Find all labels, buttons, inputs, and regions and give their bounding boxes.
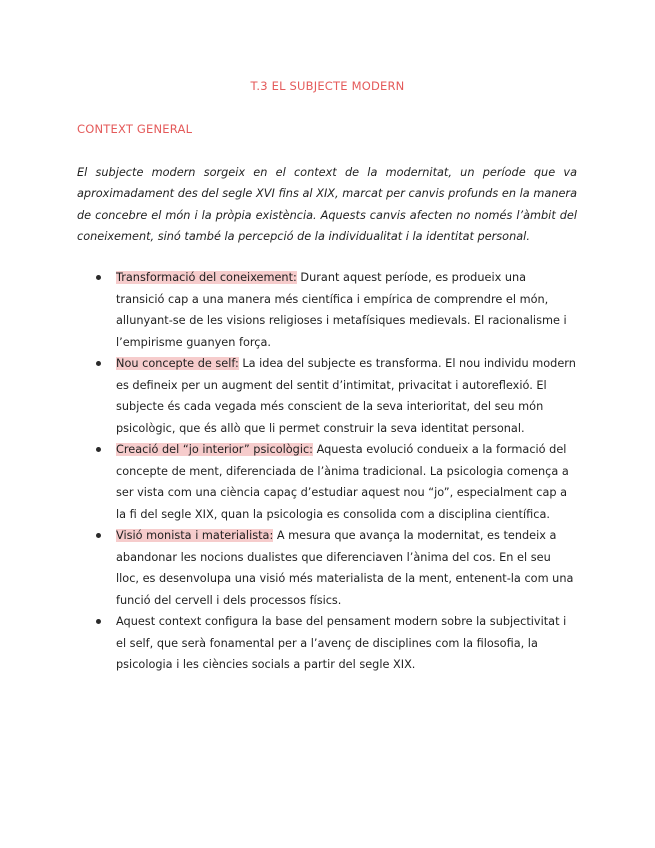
list-item-text: Aquest context configura la base del pensament modern sobre la subjectivitat i el self, que serà fonamental per a l’avenç de disciplines com la filosofia, la psicologia i les ciències socials a partir del segle XIX. [116, 615, 567, 671]
bullet-icon [96, 275, 101, 280]
page-title: T.3 EL SUBJECTE MODERN [250, 79, 405, 93]
intro-paragraph: El subjecte modern sorgeix en el context de la modernitat, un període que va aproximadament des del segle XVI fins al XIX, marcat per canvis profunds en la manera de concebre el món i la pròpia existència. Aquests canvis afecten no només l’àmbit del coneixement, sinó també la percepció de la individualitat i la identitat personal. [77, 166, 577, 243]
bullet-icon [96, 361, 101, 366]
highlighted-term: Visió monista i materialista: [116, 529, 274, 542]
bullet-icon [96, 619, 101, 624]
list-item [77, 439, 577, 525]
list-item-text: A mesura que avança la modernitat, es tendeix a abandonar les nocions dualistes que diferenciaven l’ànima del cos. En el seu lloc, es desenvolupa una visió més materialista de la ment, entenent-la com una funció del cervell i dels processos físics. [116, 529, 574, 607]
highlighted-term: Transformació del coneixement: [116, 271, 297, 284]
list-item-text: La idea del subjecte es transforma. El nou individu modern es defineix per un augment del sentit d’intimitat, privacitat i autoreflexió. El subjecte és cada vegada més conscient de la seva interioritat, del seu món psicològic, que és allò que li permet construir la seva identitat personal. [116, 357, 576, 435]
list-item-text: Durant aquest període, es produeix una transició cap a una manera més científica i empírica de comprendre el món, allunyant-se de les visions religioses i metafísiques medievals. El racionalisme i l’empirisme guanyen força. [116, 271, 567, 349]
highlighted-term: Nou concepte de self: [116, 357, 239, 370]
list-item [77, 525, 577, 611]
highlighted-term: Creació del “jo interior” psicològic: [116, 443, 313, 456]
bullet-icon [96, 447, 101, 452]
list-item [77, 267, 577, 353]
list-item-text: Aquesta evolució condueix a la formació del concepte de ment, diferenciada de l’ànima tradicional. La psicologia comença a ser vista com una ciència capaç d’estudiar aquest nou “jo”, especialment cap a la fi del segle XIX, quan la psicologia es consolida com a disciplina científica. [116, 443, 569, 521]
list-item [77, 611, 577, 676]
bullet-icon [96, 533, 101, 538]
list-item [77, 353, 577, 439]
section-heading: CONTEXT GENERAL [77, 122, 193, 136]
bullet-list [77, 267, 577, 676]
